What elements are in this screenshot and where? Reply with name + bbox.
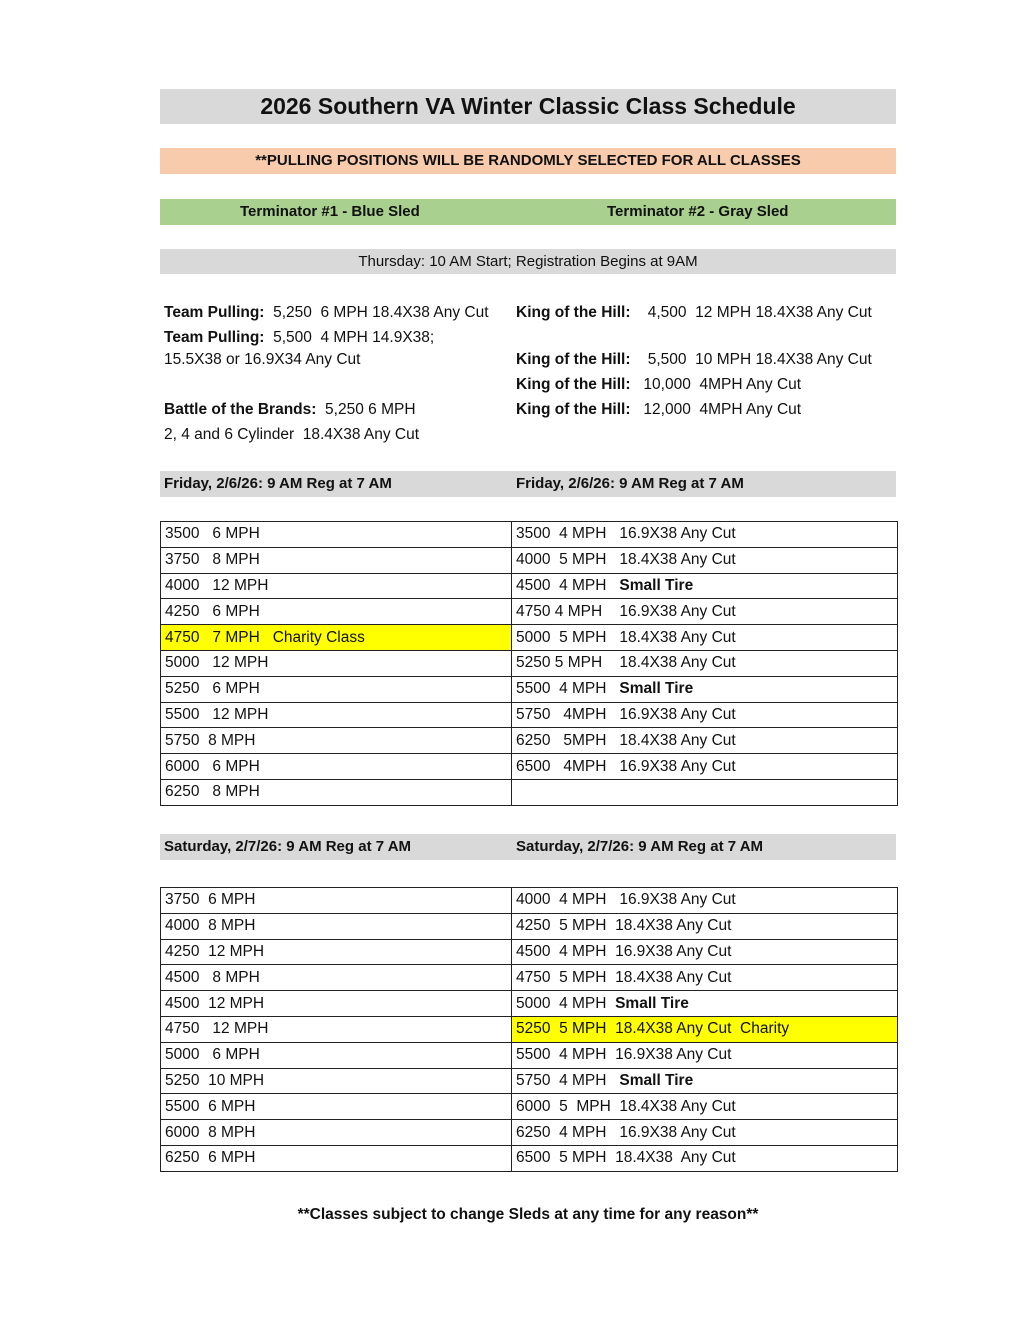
right-sled-class <box>512 522 898 548</box>
thursday-left-line: Battle of the Brands: 5,250 6 MPH <box>164 401 416 418</box>
left-sled-class: 5500 6 MPH <box>161 1094 512 1120</box>
class-text: 4500 4 MPH 16.9X38 Any Cut <box>516 942 732 960</box>
right-sled-class <box>512 913 898 939</box>
table-row <box>161 573 898 599</box>
table-row <box>161 991 898 1017</box>
right-sled-class <box>512 728 898 754</box>
right-sled-class <box>512 888 898 914</box>
table-row <box>161 547 898 573</box>
class-text: 6000 5 MPH 18.4X38 Any Cut <box>516 1097 736 1115</box>
friday-left-header: Friday, 2/6/26: 9 AM Reg at 7 AM <box>164 475 392 492</box>
class-text: 5250 5 MPH 18.4X38 Any Cut Charity <box>516 1020 790 1038</box>
right-sled-class <box>512 1120 898 1146</box>
class-text: 3500 4 MPH 16.9X38 Any Cut <box>516 525 736 543</box>
right-sled-class <box>512 650 898 676</box>
right-sled-class <box>512 625 898 651</box>
left-sled-class: 4750 7 MPH Charity Class <box>161 625 512 651</box>
right-sled-class <box>512 702 898 728</box>
class-text: 5750 4 MPH <box>516 1071 620 1089</box>
right-sled-class <box>512 779 898 805</box>
left-sled-class: 6250 8 MPH <box>161 779 512 805</box>
class-text: 4500 4 MPH <box>516 576 620 594</box>
class-text: 5500 4 MPH 16.9X38 Any Cut <box>516 1046 732 1064</box>
friday-right-header: Friday, 2/6/26: 9 AM Reg at 7 AM <box>516 475 744 492</box>
thursday-right-line: King of the Hill: 10,000 4MPH Any Cut <box>516 376 802 393</box>
left-sled-class: 4250 6 MPH <box>161 599 512 625</box>
left-sled-class: 3750 6 MPH <box>161 888 512 914</box>
right-sled-class <box>512 547 898 573</box>
class-text: 5250 5 MPH 18.4X38 Any Cut <box>516 654 736 672</box>
class-bold-text: Small Tire <box>619 680 694 698</box>
thursday-left-line: Team Pulling: 5,250 6 MPH 18.4X38 Any Cut <box>164 304 489 321</box>
table-row <box>161 779 898 805</box>
page-title: 2026 Southern VA Winter Classic Class Schedule <box>160 89 896 124</box>
table-row <box>161 728 898 754</box>
table-row <box>161 1068 898 1094</box>
right-sled-class <box>512 1042 898 1068</box>
right-sled-class <box>512 1068 898 1094</box>
saturday-right-header: Saturday, 2/7/26: 9 AM Reg at 7 AM <box>516 838 764 855</box>
class-text: 5000 4 MPH <box>516 994 616 1012</box>
right-sled-class <box>512 676 898 702</box>
right-sled-class <box>512 939 898 965</box>
class-text: 6250 5MPH 18.4X38 Any Cut <box>516 731 736 749</box>
right-sled-class <box>512 965 898 991</box>
table-row <box>161 939 898 965</box>
table-row <box>161 702 898 728</box>
left-sled-class: 3500 6 MPH <box>161 522 512 548</box>
thursday-right-line: King of the Hill: 5,500 10 MPH 18.4X38 Any Cut <box>516 351 872 368</box>
left-sled-class: 4500 8 MPH <box>161 965 512 991</box>
table-row <box>161 913 898 939</box>
table-row <box>161 522 898 548</box>
sled-right-label: Terminator #2 - Gray Sled <box>607 203 789 220</box>
sled-header <box>160 199 896 225</box>
class-text: 5000 5 MPH 18.4X38 Any Cut <box>516 628 736 646</box>
left-sled-class: 5250 10 MPH <box>161 1068 512 1094</box>
left-sled-class: 5750 8 MPH <box>161 728 512 754</box>
thursday-header: Thursday: 10 AM Start; Registration Begins at 9AM <box>160 249 896 274</box>
friday-header <box>160 471 896 497</box>
table-row <box>161 1145 898 1171</box>
left-sled-class: 6250 6 MPH <box>161 1145 512 1171</box>
class-text: 4750 5 MPH 18.4X38 Any Cut <box>516 968 732 986</box>
class-text: 4000 4 MPH 16.9X38 Any Cut <box>516 891 736 909</box>
table-row <box>161 1042 898 1068</box>
table-row <box>161 1094 898 1120</box>
thursday-left-line: 2, 4 and 6 Cylinder 18.4X38 Any Cut <box>164 426 420 443</box>
right-sled-class <box>512 1094 898 1120</box>
right-sled-class <box>512 754 898 780</box>
thursday-left-line: 15.5X38 or 16.9X34 Any Cut <box>164 351 361 368</box>
class-text: 5750 4MPH 16.9X38 Any Cut <box>516 705 736 723</box>
left-sled-class: 5250 6 MPH <box>161 676 512 702</box>
left-sled-class: 5500 12 MPH <box>161 702 512 728</box>
notice-banner: **PULLING POSITIONS WILL BE RANDOMLY SELECTED FOR ALL CLASSES <box>160 148 896 174</box>
class-text: 4750 4 MPH 16.9X38 Any Cut <box>516 602 736 620</box>
saturday-left-header: Saturday, 2/7/26: 9 AM Reg at 7 AM <box>164 838 412 855</box>
sled-left-label: Terminator #1 - Blue Sled <box>240 203 420 220</box>
left-sled-class: 6000 6 MPH <box>161 754 512 780</box>
class-text: 6500 5 MPH 18.4X38 Any Cut <box>516 1149 736 1167</box>
left-sled-class: 4000 8 MPH <box>161 913 512 939</box>
class-bold-text: Small Tire <box>619 1071 694 1089</box>
table-row <box>161 965 898 991</box>
table-row <box>161 888 898 914</box>
class-text: 4000 5 MPH 18.4X38 Any Cut <box>516 551 736 569</box>
right-sled-class <box>512 573 898 599</box>
table-row <box>161 625 898 651</box>
class-text: 4250 5 MPH 18.4X38 Any Cut <box>516 917 732 935</box>
class-bold-text: Small Tire <box>619 576 694 594</box>
right-sled-class <box>512 1016 898 1042</box>
saturday-table <box>160 887 898 1172</box>
friday-table <box>160 521 898 806</box>
class-bold-text: Small Tire <box>615 994 689 1012</box>
thursday-right-line: King of the Hill: 12,000 4MPH Any Cut <box>516 401 802 418</box>
footer-note: **Classes subject to change Sleds at any time for any reason** <box>297 1206 759 1223</box>
table-row <box>161 1120 898 1146</box>
thursday-right-line: King of the Hill: 4,500 12 MPH 18.4X38 Any Cut <box>516 304 872 321</box>
left-sled-class: 5000 12 MPH <box>161 650 512 676</box>
left-sled-class: 4250 12 MPH <box>161 939 512 965</box>
thursday-left-line: Team Pulling: 5,500 4 MPH 14.9X38; <box>164 329 435 346</box>
table-row <box>161 599 898 625</box>
saturday-header <box>160 834 896 860</box>
table-row <box>161 1016 898 1042</box>
right-sled-class <box>512 991 898 1017</box>
class-text: 6500 4MPH 16.9X38 Any Cut <box>516 757 736 775</box>
left-sled-class: 4000 12 MPH <box>161 573 512 599</box>
right-sled-class <box>512 599 898 625</box>
left-sled-class: 5000 6 MPH <box>161 1042 512 1068</box>
table-row <box>161 676 898 702</box>
left-sled-class: 4500 12 MPH <box>161 991 512 1017</box>
left-sled-class: 4750 12 MPH <box>161 1016 512 1042</box>
class-text: 5500 4 MPH <box>516 680 620 698</box>
left-sled-class: 3750 8 MPH <box>161 547 512 573</box>
table-row <box>161 650 898 676</box>
right-sled-class <box>512 1145 898 1171</box>
left-sled-class: 6000 8 MPH <box>161 1120 512 1146</box>
table-row <box>161 754 898 780</box>
class-text: 6250 4 MPH 16.9X38 Any Cut <box>516 1123 736 1141</box>
